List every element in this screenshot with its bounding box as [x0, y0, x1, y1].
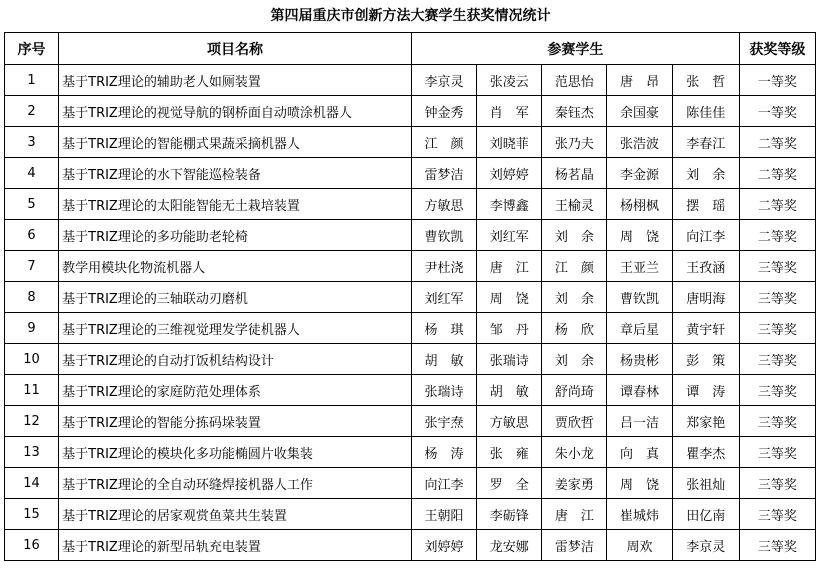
student-name: 陈佳佳 — [672, 96, 739, 127]
row-number: 4 — [5, 158, 59, 189]
project-name: 基于TRIZ理论的水下智能巡检装备 — [59, 158, 412, 189]
student-name: 舒尚琦 — [542, 375, 607, 406]
student-name: 杨茗晶 — [542, 158, 607, 189]
award-level: 三等奖 — [739, 530, 815, 561]
table-row — [5, 530, 816, 561]
row-number: 1 — [5, 65, 59, 96]
student-name: 摆 瑶 — [672, 189, 739, 220]
table-row — [5, 282, 816, 313]
award-level: 二等奖 — [739, 220, 815, 251]
project-name: 基于TRIZ理论的多功能助老轮椅 — [59, 220, 412, 251]
student-name: 曹钦凯 — [411, 220, 476, 251]
project-name: 基于TRIZ理论的三轴联动刃磨机 — [59, 282, 412, 313]
award-table — [4, 32, 816, 561]
table-header — [5, 33, 816, 65]
student-name: 张乃夫 — [542, 127, 607, 158]
table-row — [5, 406, 816, 437]
student-name: 谭春林 — [607, 375, 672, 406]
row-number: 15 — [5, 499, 59, 530]
student-name: 王朝阳 — [411, 499, 476, 530]
row-number: 10 — [5, 344, 59, 375]
table-row — [5, 127, 816, 158]
student-name: 钟金秀 — [411, 96, 476, 127]
student-name: 崔城炜 — [607, 499, 672, 530]
project-name: 基于TRIZ理论的居家观赏鱼菜共生装置 — [59, 499, 412, 530]
student-name: 瞿李杰 — [672, 437, 739, 468]
student-name: 刘 余 — [542, 220, 607, 251]
table-row — [5, 437, 816, 468]
student-name: 邹 丹 — [477, 313, 542, 344]
student-name: 肖 军 — [477, 96, 542, 127]
student-name: 谭 涛 — [672, 375, 739, 406]
row-number: 8 — [5, 282, 59, 313]
award-level: 三等奖 — [739, 344, 815, 375]
student-name: 王孜涵 — [672, 251, 739, 282]
student-name: 李春江 — [672, 127, 739, 158]
award-level: 三等奖 — [739, 437, 815, 468]
student-name: 方敏思 — [477, 406, 542, 437]
student-name: 罗 全 — [477, 468, 542, 499]
student-name: 余国豪 — [607, 96, 672, 127]
student-name: 刘婷婷 — [477, 158, 542, 189]
student-name: 胡 敏 — [411, 344, 476, 375]
student-name: 刘晓菲 — [477, 127, 542, 158]
project-name: 基于TRIZ理论的智能棚式果蔬采摘机器人 — [59, 127, 412, 158]
table-row — [5, 189, 816, 220]
student-name: 姜家勇 — [542, 468, 607, 499]
student-name: 贾欣哲 — [542, 406, 607, 437]
award-level: 二等奖 — [739, 189, 815, 220]
header-students: 参赛学生 — [411, 33, 739, 65]
row-number: 6 — [5, 220, 59, 251]
header-project: 项目名称 — [59, 33, 412, 65]
student-name: 张 哲 — [672, 65, 739, 96]
student-name: 杨栩枫 — [607, 189, 672, 220]
project-name: 基于TRIZ理论的新型吊轨充电装置 — [59, 530, 412, 561]
student-name: 张浩波 — [607, 127, 672, 158]
table-row — [5, 468, 816, 499]
student-name: 向江李 — [411, 468, 476, 499]
table-row — [5, 96, 816, 127]
student-name: 方敏思 — [411, 189, 476, 220]
student-name: 唐 江 — [542, 499, 607, 530]
award-level: 三等奖 — [739, 282, 815, 313]
student-name: 龙安娜 — [477, 530, 542, 561]
student-name: 胡 敏 — [477, 375, 542, 406]
award-level: 三等奖 — [739, 251, 815, 282]
row-number: 12 — [5, 406, 59, 437]
row-number: 7 — [5, 251, 59, 282]
student-name: 王榆灵 — [542, 189, 607, 220]
project-name: 教学用模块化物流机器人 — [59, 251, 412, 282]
student-name: 李砺锋 — [477, 499, 542, 530]
header-no: 序号 — [5, 33, 59, 65]
student-name: 王亚兰 — [607, 251, 672, 282]
student-name: 范思怡 — [542, 65, 607, 96]
table-row — [5, 65, 816, 96]
student-name: 张 雍 — [477, 437, 542, 468]
student-name: 刘 余 — [542, 344, 607, 375]
row-number: 9 — [5, 313, 59, 344]
student-name: 郑家艳 — [672, 406, 739, 437]
student-name: 张祖灿 — [672, 468, 739, 499]
project-name: 基于TRIZ理论的家庭防范处理体系 — [59, 375, 412, 406]
table-row — [5, 344, 816, 375]
student-name: 黄宇轩 — [672, 313, 739, 344]
student-name: 章后星 — [607, 313, 672, 344]
award-level: 一等奖 — [739, 65, 815, 96]
header-award: 获奖等级 — [739, 33, 815, 65]
student-name: 张凌云 — [477, 65, 542, 96]
table-row — [5, 251, 816, 282]
student-name: 曹钦凯 — [607, 282, 672, 313]
student-name: 刘婷婷 — [411, 530, 476, 561]
table-row — [5, 220, 816, 251]
row-number: 11 — [5, 375, 59, 406]
student-name: 田亿南 — [672, 499, 739, 530]
project-name: 基于TRIZ理论的智能分拣码垛装置 — [59, 406, 412, 437]
award-level: 三等奖 — [739, 375, 815, 406]
project-name: 基于TRIZ理论的模块化多功能椭圆片收集装 — [59, 437, 412, 468]
header-row — [5, 33, 816, 65]
student-name: 彭 策 — [672, 344, 739, 375]
student-name: 唐 昂 — [607, 65, 672, 96]
student-name: 李博鑫 — [477, 189, 542, 220]
student-name: 刘 余 — [672, 158, 739, 189]
table-row — [5, 499, 816, 530]
student-name: 周 饶 — [607, 220, 672, 251]
row-number: 13 — [5, 437, 59, 468]
project-name: 基于TRIZ理论的太阳能智能无土栽培装置 — [59, 189, 412, 220]
project-name: 基于TRIZ理论的视觉导航的钢桥面自动喷涂机器人 — [59, 96, 412, 127]
student-name: 秦钰杰 — [542, 96, 607, 127]
student-name: 雷梦洁 — [411, 158, 476, 189]
student-name: 向江李 — [672, 220, 739, 251]
student-name: 李金源 — [607, 158, 672, 189]
project-name: 基于TRIZ理论的全自动环缝焊接机器人工作 — [59, 468, 412, 499]
award-level: 三等奖 — [739, 313, 815, 344]
student-name: 尹杜浇 — [411, 251, 476, 282]
student-name: 周 饶 — [477, 282, 542, 313]
student-name: 张瑞诗 — [411, 375, 476, 406]
student-name: 杨贵彬 — [607, 344, 672, 375]
project-name: 基于TRIZ理论的辅助老人如厕装置 — [59, 65, 412, 96]
student-name: 刘 余 — [542, 282, 607, 313]
student-name: 朱小龙 — [542, 437, 607, 468]
student-name: 吕一洁 — [607, 406, 672, 437]
student-name: 李京灵 — [411, 65, 476, 96]
student-name: 杨 琪 — [411, 313, 476, 344]
document-title: 第四届重庆市创新方法大赛学生获奖情况统计 — [270, 8, 551, 24]
student-name: 杨 涛 — [411, 437, 476, 468]
project-name: 基于TRIZ理论的自动打饭机结构设计 — [59, 344, 412, 375]
student-name: 李京灵 — [672, 530, 739, 561]
student-name: 张瑞诗 — [477, 344, 542, 375]
student-name: 江 颜 — [542, 251, 607, 282]
student-name: 唐明海 — [672, 282, 739, 313]
row-number: 16 — [5, 530, 59, 561]
row-number: 2 — [5, 96, 59, 127]
row-number: 3 — [5, 127, 59, 158]
student-name: 向 真 — [607, 437, 672, 468]
row-number: 14 — [5, 468, 59, 499]
table-row — [5, 158, 816, 189]
award-level: 三等奖 — [739, 468, 815, 499]
award-level: 三等奖 — [739, 499, 815, 530]
student-name: 雷梦洁 — [542, 530, 607, 561]
student-name: 刘红军 — [477, 220, 542, 251]
student-name: 杨 欣 — [542, 313, 607, 344]
student-name: 刘红军 — [411, 282, 476, 313]
award-level: 三等奖 — [739, 406, 815, 437]
student-name: 张宇焘 — [411, 406, 476, 437]
row-number: 5 — [5, 189, 59, 220]
student-name: 周 饶 — [607, 468, 672, 499]
award-level: 二等奖 — [739, 158, 815, 189]
table-row — [5, 375, 816, 406]
student-name: 周欢 — [607, 530, 672, 561]
award-level: 一等奖 — [739, 96, 815, 127]
project-name: 基于TRIZ理论的三维视觉理发学徒机器人 — [59, 313, 412, 344]
award-level: 二等奖 — [739, 127, 815, 158]
student-name: 唐 江 — [477, 251, 542, 282]
table-body — [5, 65, 816, 561]
student-name: 江 颜 — [411, 127, 476, 158]
table-row — [5, 313, 816, 344]
